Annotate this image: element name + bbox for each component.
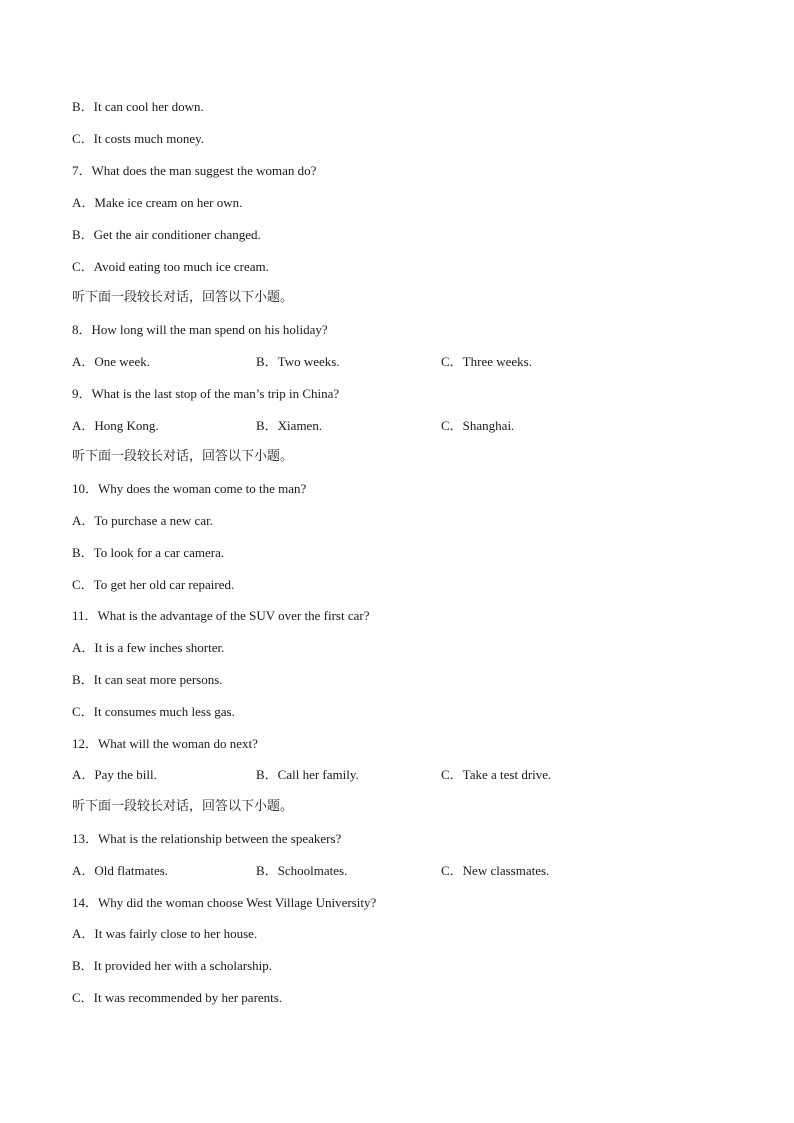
q12-question: 12．What will the woman do next? (72, 736, 258, 751)
q8-question: 8．How long will the man spend on his holiday? (72, 322, 328, 337)
q14-option-a: A．It was fairly close to her house. (72, 926, 258, 941)
q12-options (72, 767, 692, 783)
q7-option-a: A．Make ice cream on her own. (72, 195, 243, 210)
q7-option-c: C．Avoid eating too much ice cream. (72, 259, 269, 274)
section-instruction: 听下面一段较长对话，回答以下小题。 (72, 799, 294, 814)
q10-option-c: C．To get her old car repaired. (72, 577, 235, 592)
section-instruction: 听下面一段较长对话，回答以下小题。 (72, 449, 294, 464)
section-instruction: 听下面一段较长对话，回答以下小题。 (72, 290, 294, 305)
q7-question: 7．What does the man suggest the woman do? (72, 163, 317, 178)
q13-option-b: B．Schoolmates. (256, 863, 348, 878)
q8-option-b: B．Two weeks. (256, 354, 340, 369)
q10-question: 10．Why does the woman come to the man? (72, 481, 307, 496)
q9-options (72, 418, 692, 434)
q11-option-a: A．It is a few inches shorter. (72, 640, 225, 655)
q8-option-c: C．Three weeks. (441, 354, 532, 369)
q8-options (72, 354, 692, 370)
q12-option-b: B．Call her family. (256, 767, 359, 782)
q14-question: 14．Why did the woman choose West Village University? (72, 895, 377, 910)
q9-option-a: A．Hong Kong. (72, 418, 159, 433)
q9-option-c: C．Shanghai. (441, 418, 515, 433)
q12-option-c: C．Take a test drive. (441, 767, 552, 782)
q13-option-a: A．Old flatmates. (72, 863, 169, 878)
q11-question: 11．What is the advantage of the SUV over the first car? (72, 608, 370, 623)
q8-option-a: A．One week. (72, 354, 150, 369)
q11-option-b: B．It can seat more persons. (72, 672, 223, 687)
q13-options (72, 863, 692, 879)
q9-question: 9．What is the last stop of the man’s trip in China? (72, 386, 340, 401)
q13-option-c: C．New classmates. (441, 863, 550, 878)
q6-option-b: B．It can cool her down. (72, 99, 204, 114)
q14-option-c: C．It was recommended by her parents. (72, 990, 283, 1005)
q14-option-b: B．It provided her with a scholarship. (72, 958, 273, 973)
q6-option-c: C．It costs much money. (72, 131, 205, 146)
q10-option-a: A．To purchase a new car. (72, 513, 213, 528)
q11-option-c: C．It consumes much less gas. (72, 704, 235, 719)
q10-option-b: B．To look for a car camera. (72, 545, 225, 560)
q7-option-b: B．Get the air conditioner changed. (72, 227, 261, 242)
q12-option-a: A．Pay the bill. (72, 767, 157, 782)
q9-option-b: B．Xiamen. (256, 418, 323, 433)
q13-question: 13．What is the relationship between the speakers? (72, 831, 342, 846)
